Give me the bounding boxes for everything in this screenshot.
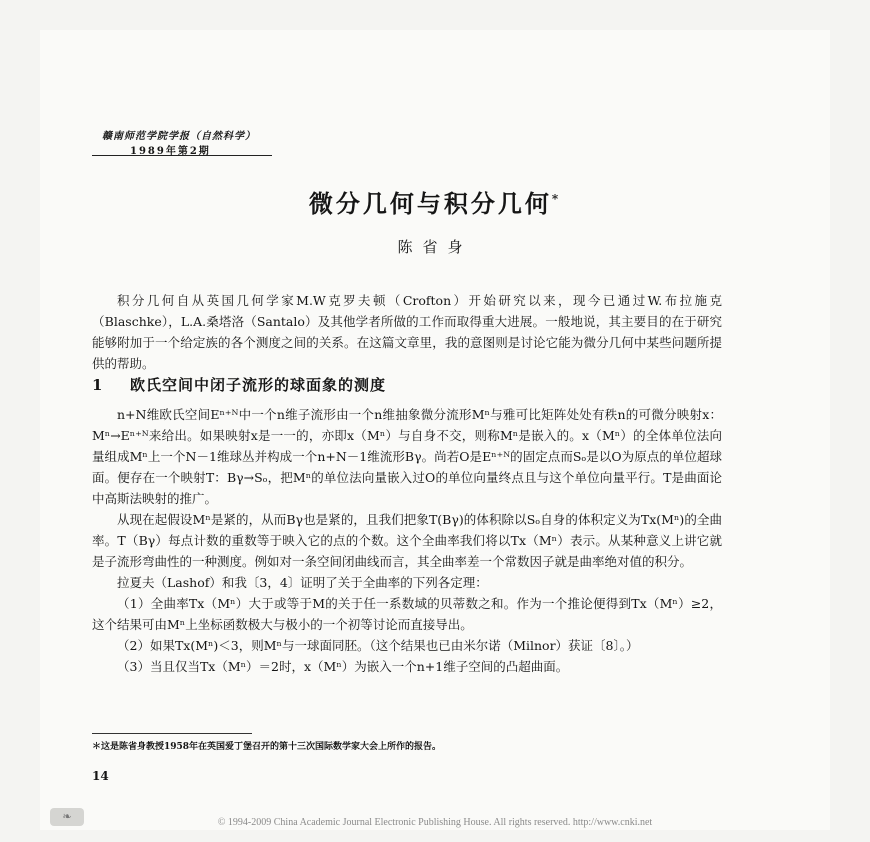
journal-name: 赣南师范学院学报（自然科学） <box>102 131 256 142</box>
title-footnote-mark: * <box>551 192 562 206</box>
body-paragraph: n+N维欧氏空间Eⁿ⁺ᴺ中一个n维子流形由一个n维抽象微分流形Mⁿ与雅可比矩阵处处有秩n的可微分映射x：Mⁿ→Eⁿ⁺ᴺ来给出。如果映射x是一一的，亦即x（Mⁿ）与自身不交，则称Mⁿ是嵌入的。x（Mⁿ）的全体单位法向量组成Mⁿ上一个N－1维球丛并构成一个n+N－1维流形Bγ。尚若O是Eⁿ⁺ᴺ的固定点而Sₒ是以O为原点的单位超球面。便存在一个映射T：Bγ→Sₒ，把Mⁿ的单位法向量嵌入过O的单位向量终点且与这个单位向量平行。T是曲面论中高斯法映射的推广。 <box>92 407 722 506</box>
intro-section <box>92 290 722 374</box>
body-paragraph: 拉夏夫（Lashof）和我〔3，4〕证明了关于全曲率的下列各定理： <box>117 575 488 590</box>
theorem-item: （1）全曲率Tx（Mⁿ）大于或等于M的关于任一系数域的贝蒂数之和。作为一个推论便得到Tx（Mⁿ）≥2，这个结果可由Mⁿ上坐标函数极大与极小的一个初等讨论而直接导出。 <box>92 596 722 632</box>
copyright-footer: © 1994-2009 China Academic Journal Electronic Publishing House. All rights reserved. http://www.cnki.net <box>217 817 653 828</box>
section-number: 1 <box>92 376 104 394</box>
theorem-item: （3）当且仅当Tx（Mⁿ）＝2时，x（Mⁿ）为嵌入一个n+1维子空间的凸超曲面。 <box>117 659 569 674</box>
footnote: ＊这是陈省身教授1958年在英国爱丁堡召开的第十三次国际数学家大会上所作的报告。 <box>92 742 442 752</box>
article-title <box>0 184 870 219</box>
cnki-logo-icon: ❧ <box>50 808 84 826</box>
journal-issue: 1989年第2期 <box>130 146 211 157</box>
section-body <box>92 404 722 677</box>
footnote-rule <box>92 733 252 734</box>
theorem-item: （2）如果Tx(Mⁿ)＜3，则Mⁿ与一球面同胚。（这个结果也已由米尔诺（Milnor）获证〔8〕。） <box>117 638 639 653</box>
article-author: 陈省身 <box>397 238 473 256</box>
page-number: 14 <box>92 769 109 783</box>
section-heading <box>92 374 386 395</box>
header-rule <box>92 155 272 156</box>
section-title: 欧氏空间中闭子流形的球面象的测度 <box>130 376 387 394</box>
intro-paragraph: 积分几何自从英国几何学家M.W克罗夫顿（Crofton）开始研究以来，现今已通过W.布拉施克（Blaschke），L.A.桑塔洛（Santalo）及其他学者所做的工作而取得重大进展。一般地说，其主要目的在于研究能够附加于一个给定族的各个测度之间的关系。在这篇文章里，我的意图则是讨论它能为微分几何中某些问题所提供的帮助。 <box>92 293 722 371</box>
article-title-text: 微分几何与积分几何 <box>308 189 552 218</box>
body-paragraph: 从现在起假设Mⁿ是紧的，从而Bγ也是紧的，且我们把象T(Bγ)的体积除以Sₒ自身的体积定义为Tx(Mⁿ)的全曲率。T（Bγ）每点计数的重数等于映入它的点的个数。这个全曲率我们将以Tx（Mⁿ）表示。从某种意义上讲它就是子流形弯曲性的一种测度。例如对一条空间闭曲线而言，其全曲率差一个常数因子就是曲率绝对值的积分。 <box>92 512 722 569</box>
